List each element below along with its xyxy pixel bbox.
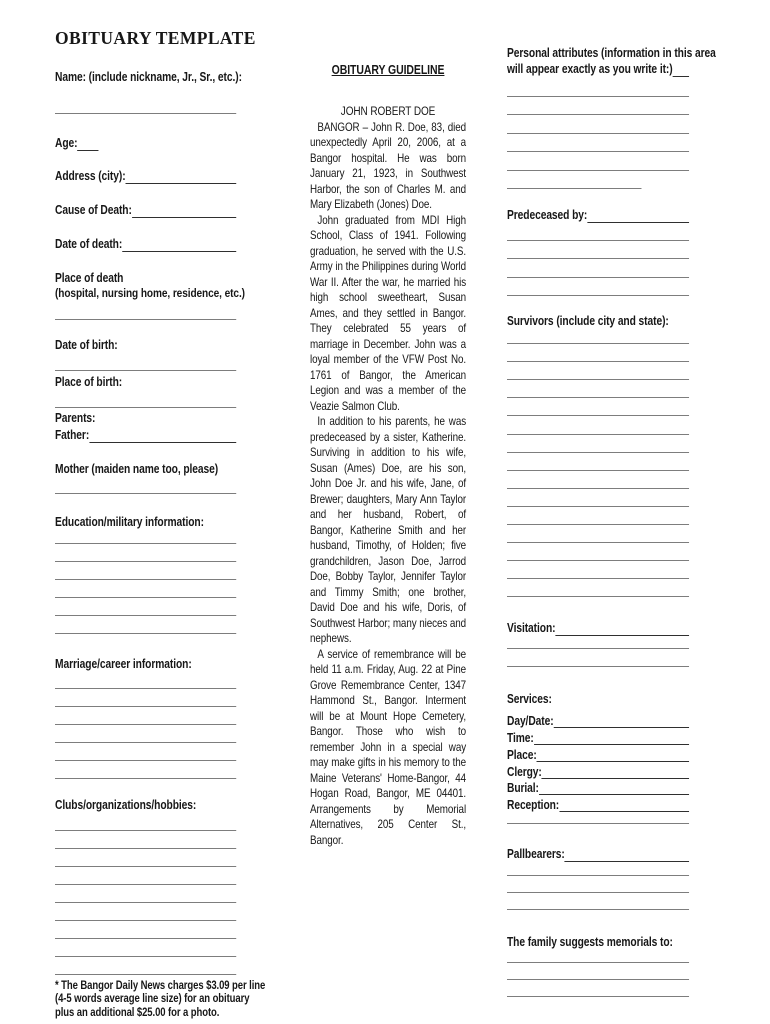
name-fill-line[interactable] <box>55 85 236 114</box>
father-fill-line[interactable] <box>89 428 236 443</box>
fill-line[interactable] <box>507 259 689 278</box>
fill-line[interactable] <box>55 761 236 779</box>
fill-line[interactable] <box>55 849 236 867</box>
fill-line[interactable] <box>55 671 236 689</box>
left-form-column <box>55 28 266 1020</box>
date-of-death-field <box>55 237 236 252</box>
cause-of-death-label: Cause of Death: <box>55 203 132 217</box>
time-fill-line[interactable] <box>534 728 689 745</box>
predeceased-label: Predeceased by: <box>507 207 588 222</box>
fill-line[interactable] <box>507 78 689 97</box>
fill-line[interactable] <box>507 278 689 297</box>
education-fill-lines <box>55 526 236 634</box>
obituary-paragraph: A service of remembrance will be held 11 a.m. Friday, Aug. 22 at Pine Grove Remembrance Center, 1347 Hammond St., Bangor. Interment will be at Mount Hope Cemetery, Bangor. Those who wish to remember John in a special way may make gifts in his memory to the Maine Veterans' Home-Bangor, 44 Hogan Road, Bangor, ME 04401. Arrangements by Memorial Alternatives, 205 Center St., Bangor. <box>310 646 467 847</box>
obituary-paragraph: BANGOR – John R. Doe, 83, died unexpectedly April 20, 2006, at a Bangor hospital. He was born January 21, 1923, in Southwest Harbor, the son of Charles M. and Mary Elizabeth (Jones) Doe. <box>310 119 467 211</box>
age-field <box>55 136 236 151</box>
fill-line[interactable] <box>507 380 689 398</box>
mother-fill-line[interactable] <box>55 477 236 494</box>
time-field <box>507 728 689 745</box>
guideline-heading: OBITUARY GUIDELINE <box>331 62 445 77</box>
page-title: OBITUARY TEMPLATE <box>55 28 256 48</box>
pallbearers-fill-line[interactable] <box>565 847 689 862</box>
fill-line[interactable] <box>507 579 689 597</box>
time-label: Time: <box>507 731 534 745</box>
obituary-paragraph: In addition to his parents, he was predeceased by a sister, Katherine. Surviving in addition to his wife, Susan (Ames) Doe, are his son, John Doe Jr. and his wife, Jane, of Brewer; daughters, Mary Ann Taylor and her husband, Robert, of Bangor, Katherine Smith and her husband, Timothy, of Holden; five grandchildren, Jason Doe, Jarrod Doe, Bobby Taylor, Jennifer Taylor and Timmy Smith; one brother, David Doe and his wife, Doris, of Southwest Harbor; many nieces and nephews. <box>310 414 467 645</box>
memorials-fill-lines <box>507 946 689 997</box>
day-date-field <box>507 711 689 728</box>
address-field <box>55 169 236 184</box>
place-of-death-hint: (hospital, nursing home, residence, etc.) <box>55 286 245 300</box>
fill-line[interactable] <box>55 957 236 975</box>
place-of-death-field <box>55 271 245 320</box>
pallbearers-field <box>507 847 689 862</box>
fill-line[interactable] <box>507 171 642 190</box>
age-fill-line[interactable] <box>77 136 98 151</box>
sample-obituary-text <box>310 120 466 849</box>
fill-line[interactable] <box>507 561 689 579</box>
fill-line[interactable] <box>507 222 689 241</box>
fill-line[interactable] <box>507 134 689 153</box>
education-section-label: Education/military information: <box>55 514 204 529</box>
date-of-death-label: Date of death: <box>55 237 123 251</box>
fill-line[interactable] <box>55 939 236 957</box>
cause-of-death-field <box>55 203 236 218</box>
place-of-death-fill-line[interactable] <box>55 302 236 320</box>
pallbearers-fill-lines <box>507 859 689 910</box>
fill-line[interactable] <box>55 743 236 761</box>
visitation-field <box>507 621 689 636</box>
fill-line[interactable] <box>507 543 689 561</box>
guideline-column <box>310 62 466 848</box>
fill-line[interactable] <box>55 921 236 939</box>
clubs-section-label: Clubs/organizations/hobbies: <box>55 797 197 812</box>
fill-line[interactable] <box>507 362 689 380</box>
name-field-label: Name: (include nickname, Jr., Sr., etc.): <box>55 70 242 84</box>
personal-attributes-label: Personal attributes (information in this area <box>507 46 716 60</box>
fill-line[interactable] <box>55 544 236 562</box>
deceased-name: JOHN ROBERT DOE <box>340 104 436 118</box>
date-of-birth-label: Date of birth: <box>55 337 118 352</box>
fill-line[interactable] <box>55 903 236 921</box>
fill-line[interactable] <box>55 707 236 725</box>
clergy-field <box>507 762 689 779</box>
clergy-label: Clergy: <box>507 764 542 779</box>
fill-line[interactable] <box>507 525 689 543</box>
fill-line[interactable] <box>55 725 236 743</box>
left-form-fields <box>55 70 266 1020</box>
personal-attributes-label-line2: will appear exactly as you write it:) <box>507 61 673 76</box>
visitation-fill-line[interactable] <box>555 621 689 636</box>
fill-line[interactable] <box>507 963 689 980</box>
marriage-fill-lines <box>55 671 236 779</box>
services-label: Services: <box>507 692 552 707</box>
place-fill-line[interactable] <box>537 745 689 762</box>
fill-line[interactable] <box>507 876 689 893</box>
fill-line[interactable] <box>507 507 689 525</box>
place-of-birth-label: Place of birth: <box>55 374 123 389</box>
reception-fill-line[interactable] <box>559 795 689 812</box>
fill-line[interactable] <box>55 580 236 598</box>
right-form-column <box>507 46 716 997</box>
cause-of-death-fill-line[interactable] <box>132 203 236 218</box>
pallbearers-label: Pallbearers: <box>507 847 565 862</box>
address-fill-line[interactable] <box>126 169 237 184</box>
pricing-footnote: * The Bangor Daily News charges $3.09 per line (4-5 words average line size) for an obituary plus an additional $25.00 for a photo. <box>55 978 266 1020</box>
predeceased-fill-lines <box>507 222 689 296</box>
fill-line[interactable] <box>507 812 689 824</box>
age-field-label: Age: <box>55 136 78 150</box>
visitation-label: Visitation: <box>507 621 556 636</box>
date-of-birth-fill-line[interactable] <box>55 353 236 371</box>
fill-line[interactable] <box>507 115 689 134</box>
burial-label: Burial: <box>507 781 539 796</box>
survivors-fill-lines <box>507 326 689 597</box>
personal-attributes-fill-line[interactable] <box>673 62 689 78</box>
fill-line[interactable] <box>55 616 236 634</box>
fill-line[interactable] <box>55 867 236 885</box>
fill-line[interactable] <box>507 471 689 489</box>
fill-line[interactable] <box>507 893 689 910</box>
survivors-label: Survivors (include city and state): <box>507 314 669 328</box>
fill-line[interactable] <box>507 152 689 171</box>
services-fields <box>507 711 689 812</box>
fill-line[interactable] <box>55 689 236 707</box>
day-date-fill-line[interactable] <box>554 711 690 728</box>
fill-line[interactable] <box>507 649 689 668</box>
fill-line[interactable] <box>507 398 689 416</box>
fill-line[interactable] <box>55 813 236 831</box>
memorials-label: The family suggests memorials to: <box>507 935 673 950</box>
fill-line[interactable] <box>507 241 689 260</box>
fill-line[interactable] <box>55 885 236 903</box>
fill-line[interactable] <box>55 831 236 849</box>
fill-line[interactable] <box>507 435 689 453</box>
reception-field <box>507 795 689 812</box>
clergy-fill-line[interactable] <box>542 762 689 779</box>
fill-line[interactable] <box>507 980 689 997</box>
fill-line[interactable] <box>55 598 236 616</box>
fill-line[interactable] <box>507 97 689 116</box>
predeceased-field <box>507 208 689 223</box>
fill-line[interactable] <box>507 344 689 362</box>
burial-field <box>507 779 689 796</box>
place-field <box>507 745 689 762</box>
marriage-section-label: Marriage/career information: <box>55 656 192 671</box>
address-field-label: Address (city): <box>55 169 126 183</box>
burial-fill-line[interactable] <box>539 779 689 796</box>
fill-line[interactable] <box>507 489 689 507</box>
clubs-fill-lines <box>55 813 236 975</box>
place-of-death-label: Place of death <box>55 271 124 285</box>
place-of-birth-fill-line[interactable] <box>55 390 236 408</box>
father-field-label: Father: <box>55 427 90 442</box>
date-of-death-fill-line[interactable] <box>122 237 236 252</box>
fill-line[interactable] <box>507 453 689 471</box>
predeceased-fill-line[interactable] <box>587 208 689 223</box>
obituary-paragraph: John graduated from MDI High School, Class of 1941. Following graduation, he served with the U.S. Army in the Philippines during World War II. After the war, he married his high school sweetheart, Susan Ames, and they settled in Bangor. They celebrated 55 years of marriage in December. John was a loyal member of the VFW Post No. 1761 of Bangor, the American Legion and was a member of the Veazie Salmon Club. <box>310 212 467 413</box>
place-label: Place: <box>507 747 537 762</box>
fill-line[interactable] <box>55 562 236 580</box>
day-date-label: Day/Date: <box>507 714 554 729</box>
parents-label: Parents: <box>55 410 96 425</box>
fill-line[interactable] <box>507 416 689 434</box>
personal-attributes-field <box>507 62 689 78</box>
personal-attributes-fill-lines <box>507 78 689 171</box>
mother-field-label: Mother (maiden name too, please) <box>55 461 219 476</box>
reception-label: Reception: <box>507 798 560 813</box>
father-field <box>55 428 236 443</box>
